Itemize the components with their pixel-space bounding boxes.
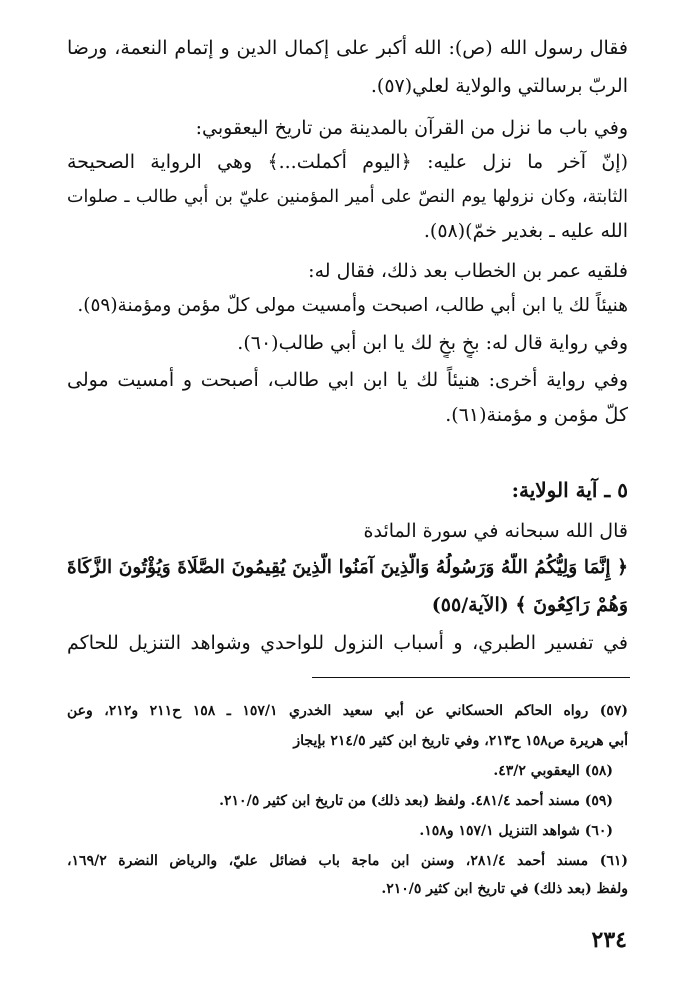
footnote-line: (٥٩) مسند أحمد ٤٨١/٤. ولفظ (بعد ذلك) من تاريخ ابن كثير ٢١٠/٥. xyxy=(219,793,613,809)
section-line: في تفسير الطبري، و أسباب النزول للواحدي وشواهد التنزيل للحاكم xyxy=(67,632,628,654)
body-line: هنيئاً لك يا ابن أبي طالب، اصبحت وأمسيت مولى كلّ مؤمن ومؤمنة(٥٩). xyxy=(77,295,628,316)
footnote-line: ولفظ (بعد ذلك) في تاريخ ابن كثير ٢١٠/٥. xyxy=(381,881,628,897)
footnote-line: (٦٠) شواهد التنزيل ١٥٧/١ و١٥٨. xyxy=(419,823,613,839)
body-line: وفي رواية قال له: بخٍ بخٍ لك يا ابن أبي طالب(٦٠). xyxy=(237,332,628,354)
page-number: ٢٣٤ xyxy=(591,927,627,953)
footnote-separator xyxy=(312,677,630,678)
quran-verse-line: وَهُمْ رَاكِعُونَ ﴾ (الآية/٥٥) xyxy=(431,594,628,616)
body-line: الله عليه ـ بغدير خمّ)(٥٨). xyxy=(423,220,628,242)
body-line: كلّ مؤمن و مؤمنة(٦١). xyxy=(445,404,628,426)
body-line: الثابتة، وكان نزولها يوم النصّ على أمير المؤمنين عليّ بن أبي طالب ـ صلوات xyxy=(67,187,628,207)
footnote-line: (٥٧) رواه الحاكم الحسكاني عن أبي سعيد الخدري ١٥٧/١ ـ ١٥٨ ح٢١١ و٢١٢، وعن xyxy=(67,703,628,719)
quran-verse-line: ﴿ إِنَّمَا وَلِيُّكُمُ اللَّهُ وَرَسُولُهُ وَالَّذِينَ آمَنُوا الَّذِينَ يُقِيمُونَ الصَّلَاةَ وَيُؤْتُونَ الزَّكَاةَ xyxy=(67,557,628,578)
section-line: قال الله سبحانه في سورة المائدة xyxy=(363,520,628,542)
footnote-line: أبي هريرة ص١٥٨ ح٢١٣، وفي تاريخ ابن كثير ٢١٤/٥ بإيجاز xyxy=(293,733,628,749)
body-line: وفي باب ما نزل من القرآن بالمدينة من تاريخ اليعقوبي: xyxy=(195,117,628,139)
footnote-line: (٦١) مسند أحمد ٢٨١/٤، وسنن ابن ماجة باب فضائل عليّ، والرياض النضرة ١٦٩/٢، xyxy=(67,853,628,869)
body-line: فلقيه عمر بن الخطاب بعد ذلك، فقال له: xyxy=(308,260,628,282)
body-line: فقال رسول الله (ص): الله أكبر على إكمال الدين و إتمام النعمة، ورضا xyxy=(67,37,628,59)
body-line: وفي رواية أخرى: هنيئاً لك يا ابن ابي طالب، أصبحت و أمسيت مولى xyxy=(67,369,628,391)
body-line: الربّ برسالتي والولاية لعلي(٥٧). xyxy=(370,75,628,97)
body-line: (إنّ آخر ما نزل عليه: ﴿اليوم أكملت...﴾ وهي الرواية الصحيحة xyxy=(67,151,628,173)
section-heading: ٥ ـ آية الولاية: xyxy=(511,478,628,502)
footnote-line: (٥٨) اليعقوبي ٤٣/٢. xyxy=(493,763,613,779)
